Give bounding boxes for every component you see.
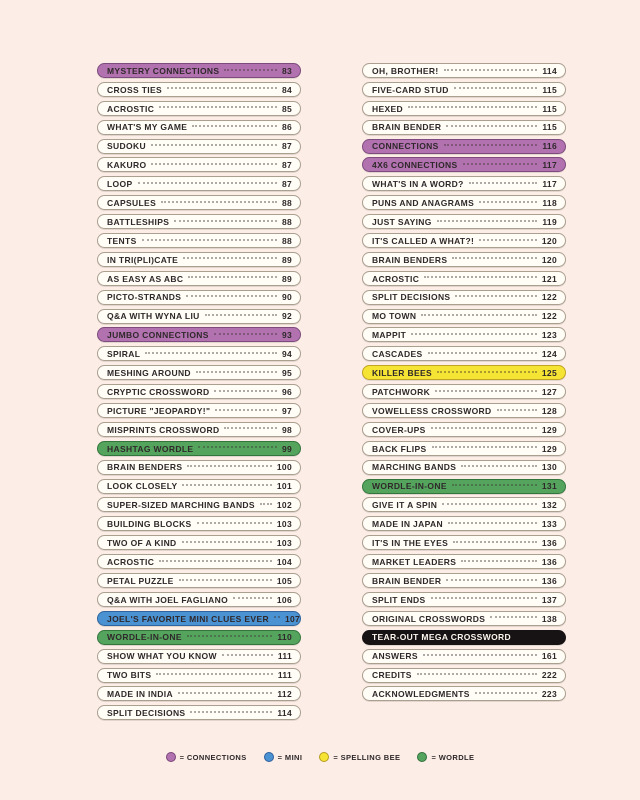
- dotted-leader: [198, 445, 277, 448]
- toc-entry-page: 121: [541, 273, 557, 284]
- toc-entry-page: 130: [541, 462, 557, 473]
- toc-entry: [362, 346, 566, 361]
- toc-entry: [362, 157, 566, 172]
- toc-entry-page: 111: [277, 651, 292, 662]
- toc-entry-label: MADE IN JAPAN: [372, 519, 443, 530]
- toc-entry-label: WORDLE-IN-ONE: [372, 481, 447, 492]
- toc-entry-page: 87: [281, 179, 292, 190]
- toc-entry-page: 96: [281, 386, 292, 397]
- toc-entry-label: BRAIN BENDER: [372, 122, 442, 133]
- toc-entry-label: PETAL PUZZLE: [107, 575, 174, 586]
- dotted-leader: [182, 540, 272, 543]
- toc-entry-page: 95: [281, 368, 292, 378]
- dotted-leader: [159, 559, 272, 562]
- toc-entry: [97, 460, 301, 475]
- legend-item-wordle: [417, 752, 474, 762]
- toc-entry: [362, 139, 566, 154]
- toc-entry: [362, 327, 566, 342]
- toc-entry-page: 112: [277, 689, 292, 700]
- toc-entry: [362, 554, 566, 569]
- toc-entry-page: 87: [281, 141, 292, 152]
- dotted-leader: [453, 540, 537, 543]
- toc-entry: [362, 176, 566, 191]
- dotted-leader: [417, 672, 537, 675]
- toc-entry-label: GIVE IT A SPIN: [372, 500, 438, 511]
- toc-entry-page: 129: [541, 443, 557, 454]
- toc-entry: [97, 573, 301, 588]
- toc-entry-label: LOOK CLOSELY: [107, 481, 178, 492]
- toc-entry-page: 222: [541, 670, 557, 681]
- dotted-leader: [469, 181, 538, 184]
- toc-entry-label: COVER-UPS: [372, 424, 426, 435]
- toc-entry-page: 161: [541, 651, 557, 662]
- dotted-leader: [479, 238, 537, 241]
- toc-entry-label: HEXED: [372, 103, 404, 114]
- toc-entry: [362, 290, 566, 305]
- dotted-leader: [182, 483, 271, 486]
- toc-entry-page: 116: [542, 141, 557, 152]
- toc-entry-page: 133: [541, 519, 557, 530]
- dotted-leader: [446, 124, 537, 127]
- toc-entry: [362, 668, 566, 683]
- toc-entry-label: LOOP: [107, 179, 133, 190]
- toc-entry-page: 120: [541, 254, 557, 265]
- dotted-leader: [461, 464, 537, 467]
- toc-entry: [362, 460, 566, 475]
- toc-entry: [362, 309, 566, 324]
- dotted-leader: [214, 389, 276, 392]
- dotted-leader: [186, 294, 277, 297]
- dotted-leader: [138, 181, 277, 184]
- toc-entry-page: 107: [284, 613, 301, 624]
- toc-entry-label: SUDOKU: [107, 141, 146, 152]
- dotted-leader: [411, 332, 537, 335]
- toc-entry-label: SPLIT ENDS: [372, 594, 426, 605]
- toc-entry-page: 123: [541, 330, 557, 341]
- dotted-leader: [437, 219, 538, 222]
- toc-entry-page: 98: [281, 424, 292, 435]
- toc-entry-label: MISPRINTS CROSSWORD: [107, 424, 220, 435]
- dotted-leader: [205, 313, 277, 316]
- toc-entry-page: 117: [542, 179, 557, 190]
- dotted-leader: [454, 86, 538, 89]
- toc-entry: [97, 403, 301, 418]
- dotted-leader: [159, 105, 277, 108]
- dotted-leader: [215, 408, 277, 411]
- toc-entry: [362, 101, 566, 116]
- toc-entry-page: 97: [281, 405, 292, 416]
- toc-entry-label: MADE IN INDIA: [107, 689, 173, 700]
- toc-entry-label: MESHING AROUND: [107, 368, 191, 378]
- toc-entry: [362, 233, 566, 248]
- dotted-leader: [151, 143, 277, 146]
- toc-entry-label: CROSS TIES: [107, 84, 162, 95]
- toc-entry-page: 137: [541, 594, 557, 605]
- toc-entry-label: HASHTAG WORDLE: [107, 443, 194, 454]
- toc-entry-label: IT'S IN THE EYES: [372, 538, 449, 549]
- toc-entry: [97, 63, 301, 78]
- toc-entry-label: ACROSTIC: [372, 273, 420, 284]
- legend-item-mini: [264, 752, 303, 762]
- toc-entry: [362, 403, 566, 418]
- toc-entry-page: 94: [281, 349, 292, 360]
- toc-entry-page: 131: [541, 481, 557, 492]
- toc-entry-label: WORDLE-IN-ONE: [107, 632, 182, 643]
- toc-entry: [97, 441, 301, 456]
- dotted-leader: [442, 502, 537, 505]
- toc-entry-page: 119: [542, 216, 557, 227]
- toc-entry: [97, 611, 301, 626]
- toc-entry: [97, 668, 301, 683]
- toc-entry-page: 85: [281, 103, 292, 114]
- toc-entry-page: 100: [276, 462, 292, 473]
- toc-entry: [97, 327, 301, 342]
- dotted-leader: [421, 313, 537, 316]
- dotted-leader: [151, 162, 277, 165]
- toc-entry-label: SHOW WHAT YOU KNOW: [107, 651, 217, 662]
- toc-entry-label: WHAT'S IN A WORD?: [372, 179, 464, 190]
- toc-entry-label: VOWELLESS CROSSWORD: [372, 405, 492, 416]
- toc-entry-page: 92: [281, 311, 292, 322]
- dotted-leader: [187, 634, 272, 637]
- toc-entry-page: 104: [276, 556, 292, 567]
- legend-item-spelling-bee: [319, 752, 400, 762]
- toc-entry-label: FIVE-CARD STUD: [372, 84, 449, 95]
- toc-entry-page: 136: [541, 556, 557, 567]
- toc-entry: [97, 479, 301, 494]
- toc-entry: [97, 139, 301, 154]
- toc-column: [97, 63, 301, 724]
- dotted-leader: [197, 521, 272, 524]
- toc-entry: [362, 271, 566, 286]
- legend-label: = CONNECTIONS: [179, 752, 247, 762]
- legend-item-connections: [166, 752, 247, 762]
- toc-entry-page: 88: [281, 197, 292, 208]
- toc-entry: [362, 63, 566, 78]
- toc-entry-page: 99: [281, 443, 292, 454]
- dotted-leader: [432, 445, 537, 448]
- toc-entry: [97, 422, 301, 437]
- toc-entry: [97, 176, 301, 191]
- toc-entry-page: 115: [542, 103, 557, 114]
- legend-label: = MINI: [277, 752, 303, 762]
- toc-entry: [97, 101, 301, 116]
- toc-entry-label: AS EASY AS ABC: [107, 273, 184, 284]
- toc-entry-label: TENTS: [107, 235, 137, 246]
- toc-entry: [362, 365, 566, 380]
- toc-entry: [97, 516, 301, 531]
- toc-entry: [97, 535, 301, 550]
- toc-entry: [97, 686, 301, 701]
- toc-entry-label: Q&A WITH JOEL FAGLIANO: [107, 594, 229, 605]
- toc-entry-label: CONNECTIONS: [372, 141, 439, 152]
- toc: [97, 63, 566, 724]
- dotted-leader: [463, 162, 538, 165]
- toc-entry-label: PUNS AND ANAGRAMS: [372, 197, 475, 208]
- toc-entry: [97, 649, 301, 664]
- toc-entry: [97, 309, 301, 324]
- spelling-bee-dot-icon: [319, 752, 329, 762]
- dotted-leader: [224, 68, 276, 71]
- dotted-leader: [475, 691, 537, 694]
- toc-entry: [362, 479, 566, 494]
- dotted-leader: [192, 124, 277, 127]
- toc-entry-page: 102: [276, 500, 292, 511]
- toc-entry-page: 110: [277, 632, 292, 643]
- dotted-leader: [260, 502, 272, 505]
- toc-entry-label: SUPER-SIZED MARCHING BANDS: [107, 500, 255, 511]
- dotted-leader: [452, 483, 537, 486]
- toc-entry-label: PICTO-STRANDS: [107, 292, 182, 303]
- dotted-leader: [497, 408, 537, 411]
- toc-entry: [362, 630, 566, 645]
- toc-entry: [362, 214, 566, 229]
- dotted-leader: [408, 105, 537, 108]
- dotted-leader: [490, 615, 537, 618]
- toc-entry-label: MYSTERY CONNECTIONS: [107, 65, 220, 76]
- toc-entry-label: KILLER BEES: [372, 368, 433, 378]
- toc-entry-label: BACK FLIPS: [372, 443, 427, 454]
- toc-entry-label: BUILDING BLOCKS: [107, 519, 192, 530]
- dotted-leader: [461, 559, 537, 562]
- toc-entry-page: 136: [541, 538, 557, 549]
- toc-entry: [362, 573, 566, 588]
- legend: [0, 752, 640, 762]
- toc-entry: [362, 384, 566, 399]
- toc-entry-label: CAPSULES: [107, 197, 157, 208]
- dotted-leader: [274, 615, 280, 618]
- dotted-leader: [224, 426, 277, 429]
- toc-entry: [362, 252, 566, 267]
- legend-label: = SPELLING BEE: [333, 752, 401, 762]
- dotted-leader: [183, 256, 277, 259]
- dotted-leader: [444, 143, 538, 146]
- dotted-leader: [156, 672, 272, 675]
- toc-entry-label: SPLIT DECISIONS: [107, 708, 186, 719]
- toc-entry-page: 111: [277, 670, 292, 681]
- dotted-leader: [178, 691, 272, 694]
- toc-entry-label: IN TRI(PLI)CATE: [107, 254, 179, 265]
- toc-entry: [362, 592, 566, 607]
- toc-entry-page: 129: [541, 424, 557, 435]
- toc-entry-page: 124: [541, 349, 557, 360]
- toc-entry-page: 86: [281, 122, 292, 133]
- mini-dot-icon: [264, 752, 274, 762]
- toc-entry: [362, 422, 566, 437]
- toc-entry-page: 115: [542, 84, 557, 95]
- dotted-leader: [452, 256, 537, 259]
- toc-entry: [97, 233, 301, 248]
- toc-entry-page: 84: [281, 84, 292, 95]
- dotted-leader: [214, 332, 277, 335]
- toc-entry-page: 93: [281, 330, 292, 341]
- toc-entry-page: 103: [276, 519, 292, 530]
- toc-entry-label: OH, BROTHER!: [372, 65, 439, 76]
- toc-entry: [97, 252, 301, 267]
- dotted-leader: [190, 710, 272, 713]
- toc-entry-label: CREDITS: [372, 670, 412, 681]
- toc-entry-page: 122: [541, 311, 557, 322]
- toc-entry-page: 120: [541, 235, 557, 246]
- dotted-leader: [161, 200, 277, 203]
- toc-entry-page: 118: [542, 197, 557, 208]
- toc-entry-label: MO TOWN: [372, 311, 417, 322]
- toc-entry-page: 103: [276, 538, 292, 549]
- toc-entry-page: 114: [277, 708, 292, 719]
- toc-entry-label: ACROSTIC: [107, 556, 155, 567]
- dotted-leader: [479, 200, 537, 203]
- toc-entry-page: 88: [281, 216, 292, 227]
- toc-entry-page: 106: [276, 594, 292, 605]
- toc-entry: [97, 705, 301, 720]
- toc-entry-page: 105: [276, 575, 292, 586]
- dotted-leader: [222, 653, 273, 656]
- toc-column: [362, 63, 566, 724]
- toc-entry-page: 87: [281, 160, 292, 171]
- toc-entry-label: MARKET LEADERS: [372, 556, 457, 567]
- toc-entry-label: CASCADES: [372, 349, 423, 360]
- toc-entry: [362, 649, 566, 664]
- toc-entry-label: PICTURE "JEOPARDY!": [107, 405, 211, 416]
- dotted-leader: [196, 370, 277, 373]
- toc-entry: [97, 384, 301, 399]
- toc-entry-label: BRAIN BENDER: [372, 575, 442, 586]
- toc-entry-label: TWO OF A KIND: [107, 538, 177, 549]
- toc-entry: [97, 290, 301, 305]
- dotted-leader: [446, 578, 537, 581]
- toc-entry: [362, 686, 566, 701]
- toc-entry: [97, 120, 301, 135]
- toc-entry-label: JUMBO CONNECTIONS: [107, 330, 209, 341]
- toc-entry-label: SPIRAL: [107, 349, 141, 360]
- toc-entry: [362, 441, 566, 456]
- toc-entry-label: TWO BITS: [107, 670, 152, 681]
- dotted-leader: [167, 86, 277, 89]
- dotted-leader: [187, 464, 272, 467]
- toc-entry: [97, 195, 301, 210]
- toc-entry-label: MARCHING BANDS: [372, 462, 457, 473]
- dotted-leader: [233, 596, 272, 599]
- toc-entry: [97, 497, 301, 512]
- toc-entry-label: PATCHWORK: [372, 386, 431, 397]
- toc-entry-page: 132: [541, 500, 557, 511]
- toc-entry: [97, 346, 301, 361]
- toc-entry-label: ACROSTIC: [107, 103, 155, 114]
- toc-entry: [97, 630, 301, 645]
- toc-entry-label: JUST SAYING: [372, 216, 432, 227]
- toc-entry: [362, 497, 566, 512]
- toc-entry-label: CRYPTIC CROSSWORD: [107, 386, 210, 397]
- dotted-leader: [188, 275, 277, 278]
- toc-entry: [362, 82, 566, 97]
- toc-entry-page: 88: [281, 235, 292, 246]
- toc-entry-label: BATTLESHIPS: [107, 216, 170, 227]
- toc-entry-label: ANSWERS: [372, 651, 418, 662]
- toc-entry: [97, 271, 301, 286]
- toc-entry-label: ACKNOWLEDGMENTS: [372, 689, 470, 700]
- dotted-leader: [428, 351, 537, 354]
- dotted-leader: [448, 521, 537, 524]
- dotted-leader: [424, 275, 537, 278]
- connections-dot-icon: [166, 752, 176, 762]
- toc-entry-label: 4X6 CONNECTIONS: [372, 160, 458, 171]
- toc-entry: [362, 120, 566, 135]
- dotted-leader: [444, 68, 538, 71]
- toc-entry-page: 138: [541, 613, 557, 624]
- toc-entry-page: 90: [281, 292, 292, 303]
- dotted-leader: [179, 578, 272, 581]
- toc-entry: [362, 611, 566, 626]
- toc-entry: [362, 516, 566, 531]
- toc-entry: [97, 365, 301, 380]
- toc-entry-label: SPLIT DECISIONS: [372, 292, 451, 303]
- toc-entry-page: 115: [542, 122, 557, 133]
- toc-entry-label: TEAR-OUT MEGA CROSSWORD: [372, 632, 512, 643]
- dotted-leader: [145, 351, 277, 354]
- toc-entry: [97, 82, 301, 97]
- toc-entry: [362, 535, 566, 550]
- toc-entry: [97, 592, 301, 607]
- toc-entry-page: 122: [541, 292, 557, 303]
- toc-entry-page: 89: [281, 254, 292, 265]
- toc-entry-page: 127: [541, 386, 557, 397]
- toc-entry-page: 89: [281, 273, 292, 284]
- toc-entry-page: 83: [281, 65, 292, 76]
- toc-entry-page: 101: [276, 481, 292, 492]
- dotted-leader: [431, 426, 537, 429]
- toc-entry-page: 125: [541, 368, 557, 378]
- toc-entry: [97, 157, 301, 172]
- toc-entry-page: 117: [542, 160, 557, 171]
- toc-entry-label: MAPPIT: [372, 330, 407, 341]
- dotted-leader: [437, 370, 537, 373]
- toc-entry-label: Q&A WITH WYNA LIU: [107, 311, 200, 322]
- toc-entry: [97, 554, 301, 569]
- toc-entry-label: BRAIN BENDERS: [107, 462, 183, 473]
- legend-label: = WORDLE: [431, 752, 475, 762]
- toc-entry-label: JOEL'S FAVORITE MINI CLUES EVER: [107, 613, 269, 624]
- toc-entry-label: ORIGINAL CROSSWORDS: [372, 613, 486, 624]
- dotted-leader: [423, 653, 537, 656]
- toc-entry-label: BRAIN BENDERS: [372, 254, 448, 265]
- dotted-leader: [455, 294, 536, 297]
- dotted-leader: [435, 389, 537, 392]
- toc-entry-label: WHAT'S MY GAME: [107, 122, 188, 133]
- toc-entry-page: 114: [542, 65, 557, 76]
- toc-entry-page: 136: [541, 575, 557, 586]
- dotted-leader: [174, 219, 277, 222]
- dotted-leader: [142, 238, 277, 241]
- dotted-leader: [431, 596, 537, 599]
- toc-entry: [362, 195, 566, 210]
- toc-entry: [97, 214, 301, 229]
- toc-entry-page: 223: [541, 689, 557, 700]
- toc-entry-page: 128: [541, 405, 557, 416]
- toc-entry-label: IT'S CALLED A WHAT?!: [372, 235, 475, 246]
- wordle-dot-icon: [417, 752, 427, 762]
- toc-entry-label: KAKURO: [107, 160, 147, 171]
